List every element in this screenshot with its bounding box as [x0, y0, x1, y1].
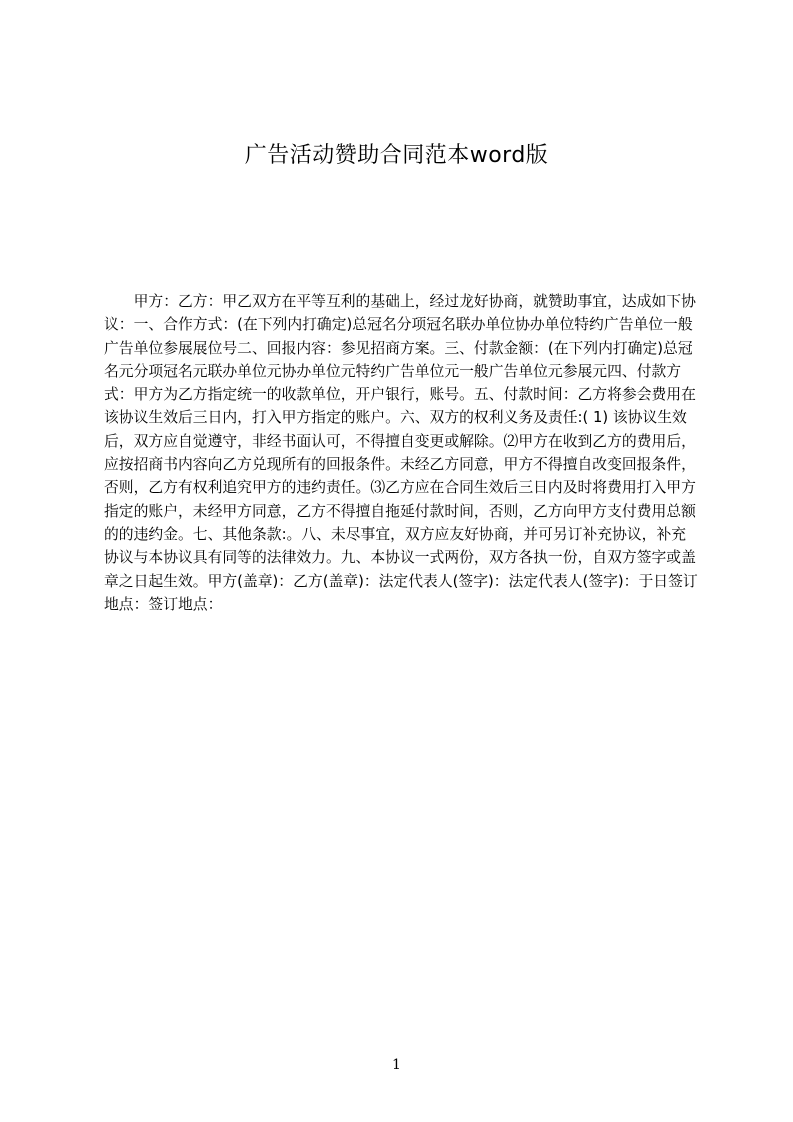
- page-number: 1: [392, 1057, 401, 1073]
- document-title: 广告活动赞助合同范本word版: [244, 143, 549, 168]
- contract-body-text: 甲方：乙方：甲乙双方在平等互利的基础上，经过龙好协商，就赞助事宜，达成如下协议：一、合作方式：(在下列内打确定)总冠名分项冠名联办单位协办单位特约广告单位一般广告单位参展展位号二、回报内容：参见招商方案。三、付款金额：(在下列内打确定)总冠名元分项冠名元联办单位元协办单位元特约广告单位元一般广告单位元参展元四、付款方式：甲方为乙方指定统一的收款单位，开户银行，账号。五、付款时间：乙方将参会费用在该协议生效后三日内，打入甲方指定的账户。六、双方的权利义务及责任:( 1) 该协议生效后，双方应自觉遵守，非经书面认可，不得擅自变更或解除。⑵甲方在收到乙方的费用后，应按招商书内容向乙方兑现所有的回报条件。未经乙方同意，甲方不得擅自改变回报条件，否则，乙方有权利追究甲方的违约责任。⑶乙方应在合同生效后三日内及时将费用打入甲方指定的账户，未经甲方同意，乙方不得擅自拖延付款时间，否则，乙方向甲方支付费用总额的的违约金。七、其他条款:。八、未尽事宜，双方应友好协商，并可另订补充协议，补充协议与本协议具有同等的法律效力。九、本协议一式两份，双方各执一份，自双方签字或盖章之日起生效。甲方(盖章)：乙方(盖章)：法定代表人(签字)：法定代表人(签字)：于日签订地点：签订地点：: [104, 293, 698, 613]
